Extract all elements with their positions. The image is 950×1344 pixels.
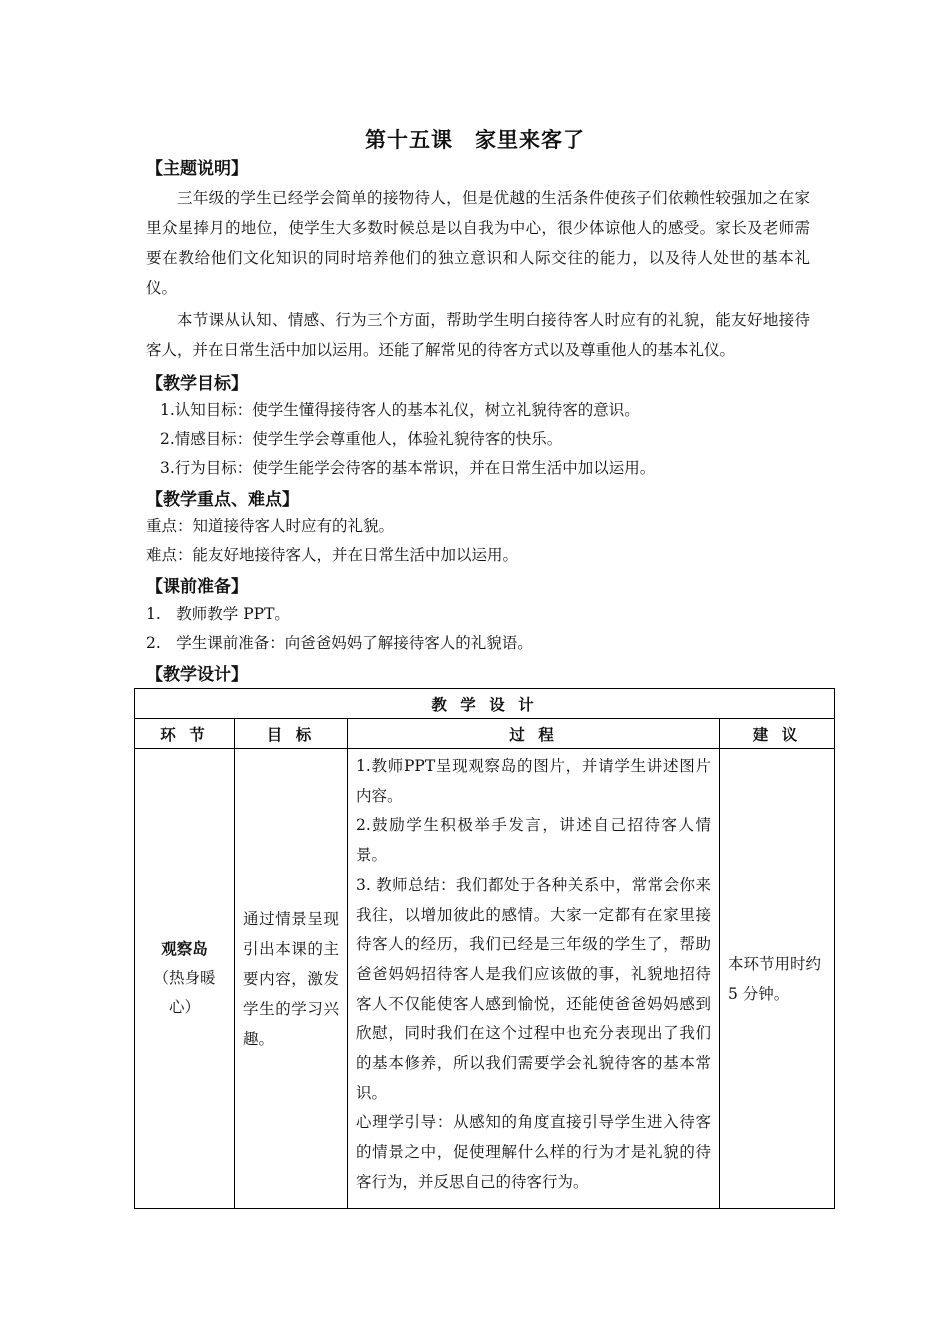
- section-heading-design: 【教学设计】: [146, 665, 248, 685]
- teaching-design-table: [134, 688, 835, 1209]
- section-heading-theme: 【主题说明】: [146, 159, 248, 179]
- column-header-stage: 环 节: [135, 719, 235, 749]
- table-row: [135, 749, 835, 1209]
- table-caption: 教 学 设 计: [135, 689, 835, 719]
- theme-paragraph-1: 三年级的学生已经学会简单的接物待人，但是优越的生活条件使孩子们依赖性较强加之在家里众星捧月的地位，使学生大多数时候总是以自我为中心，很少体谅他人的感受。家长及老师需要在教给他们文化知识的同时培养他们的独立意识和人际交往的能力，以及待人处世的基本礼仪。: [146, 189, 810, 297]
- process-cell: [348, 749, 720, 1209]
- table-caption-row: [135, 689, 835, 719]
- column-header-advice: 建 议: [720, 719, 835, 749]
- goal-cell: 通过情景呈现引出本课的主要内容，激发学生的学习兴趣。: [235, 749, 348, 1209]
- stage-subtitle-1: （热身暖: [153, 969, 216, 987]
- goal-item: 1.认知目标：使学生懂得接待客人的基本礼仪，树立礼貌待客的意识。: [160, 401, 640, 419]
- keypoint-item: 重点：知道接待客人时应有的礼貌。: [146, 517, 395, 535]
- stage-name: 观察岛: [161, 940, 208, 958]
- keypoint-item: 难点：能友好地接待客人，并在日常生活中加以运用。: [146, 546, 519, 564]
- advice-cell: 本环节用时约 5 分钟。: [720, 749, 835, 1209]
- goal-item: 2.情感目标：使学生学会尊重他人，体验礼貌待客的快乐。: [160, 430, 563, 448]
- process-guidance: 心理学引导：从感知的角度直接引导学生进入待客的情景之中，促使理解什么样的行为才是礼貌的待客行为，并反思自己的待客行为。: [356, 1113, 711, 1191]
- process-step: 3. 教师总结：我们都处于各种关系中，常常会你来我往，以增加彼此的感情。大家一定都有在家里接待客人的经历，我们已经是三年级的学生了，帮助爸爸妈妈招待客人是我们应该做的事，礼貌地招待客人不仅能使客人感到愉悦，还能使爸爸妈妈感到欣慰，同时我们在这个过程中也充分表现出了我们的基本修养，所以我们需要学会礼貌待客的基本常识。: [356, 875, 711, 1102]
- prep-item: 2. 学生课前准备：向爸爸妈妈了解接待客人的礼貌语。: [146, 634, 533, 652]
- stage-subtitle-2: 心）: [168, 998, 200, 1016]
- process-step: 1.教师PPT呈现观察岛的图片，并请学生讲述图片内容。: [356, 757, 711, 805]
- section-heading-prep: 【课前准备】: [146, 577, 248, 597]
- column-header-goal: 目 标: [235, 719, 348, 749]
- prep-item: 1. 教师教学 PPT。: [146, 605, 290, 623]
- section-heading-keypoints: 【教学重点、难点】: [146, 490, 299, 510]
- table-header-row: [135, 719, 835, 749]
- lesson-title: 第十五课 家里来客了: [365, 128, 585, 152]
- stage-cell: [135, 749, 235, 1209]
- process-step: 2.鼓励学生积极举手发言，讲述自己招待客人情景。: [356, 816, 711, 865]
- column-header-process: 过 程: [348, 719, 720, 749]
- section-heading-goals: 【教学目标】: [146, 374, 248, 394]
- goal-item: 3.行为目标：使学生能学会待客的基本常识，并在日常生活中加以运用。: [160, 459, 656, 477]
- theme-paragraph-2: 本节课从认知、情感、行为三个方面，帮助学生明白接待客人时应有的礼貌，能友好地接待客人，并在日常生活中加以运用。还能了解常见的待客方式以及尊重他人的基本礼仪。: [146, 311, 810, 359]
